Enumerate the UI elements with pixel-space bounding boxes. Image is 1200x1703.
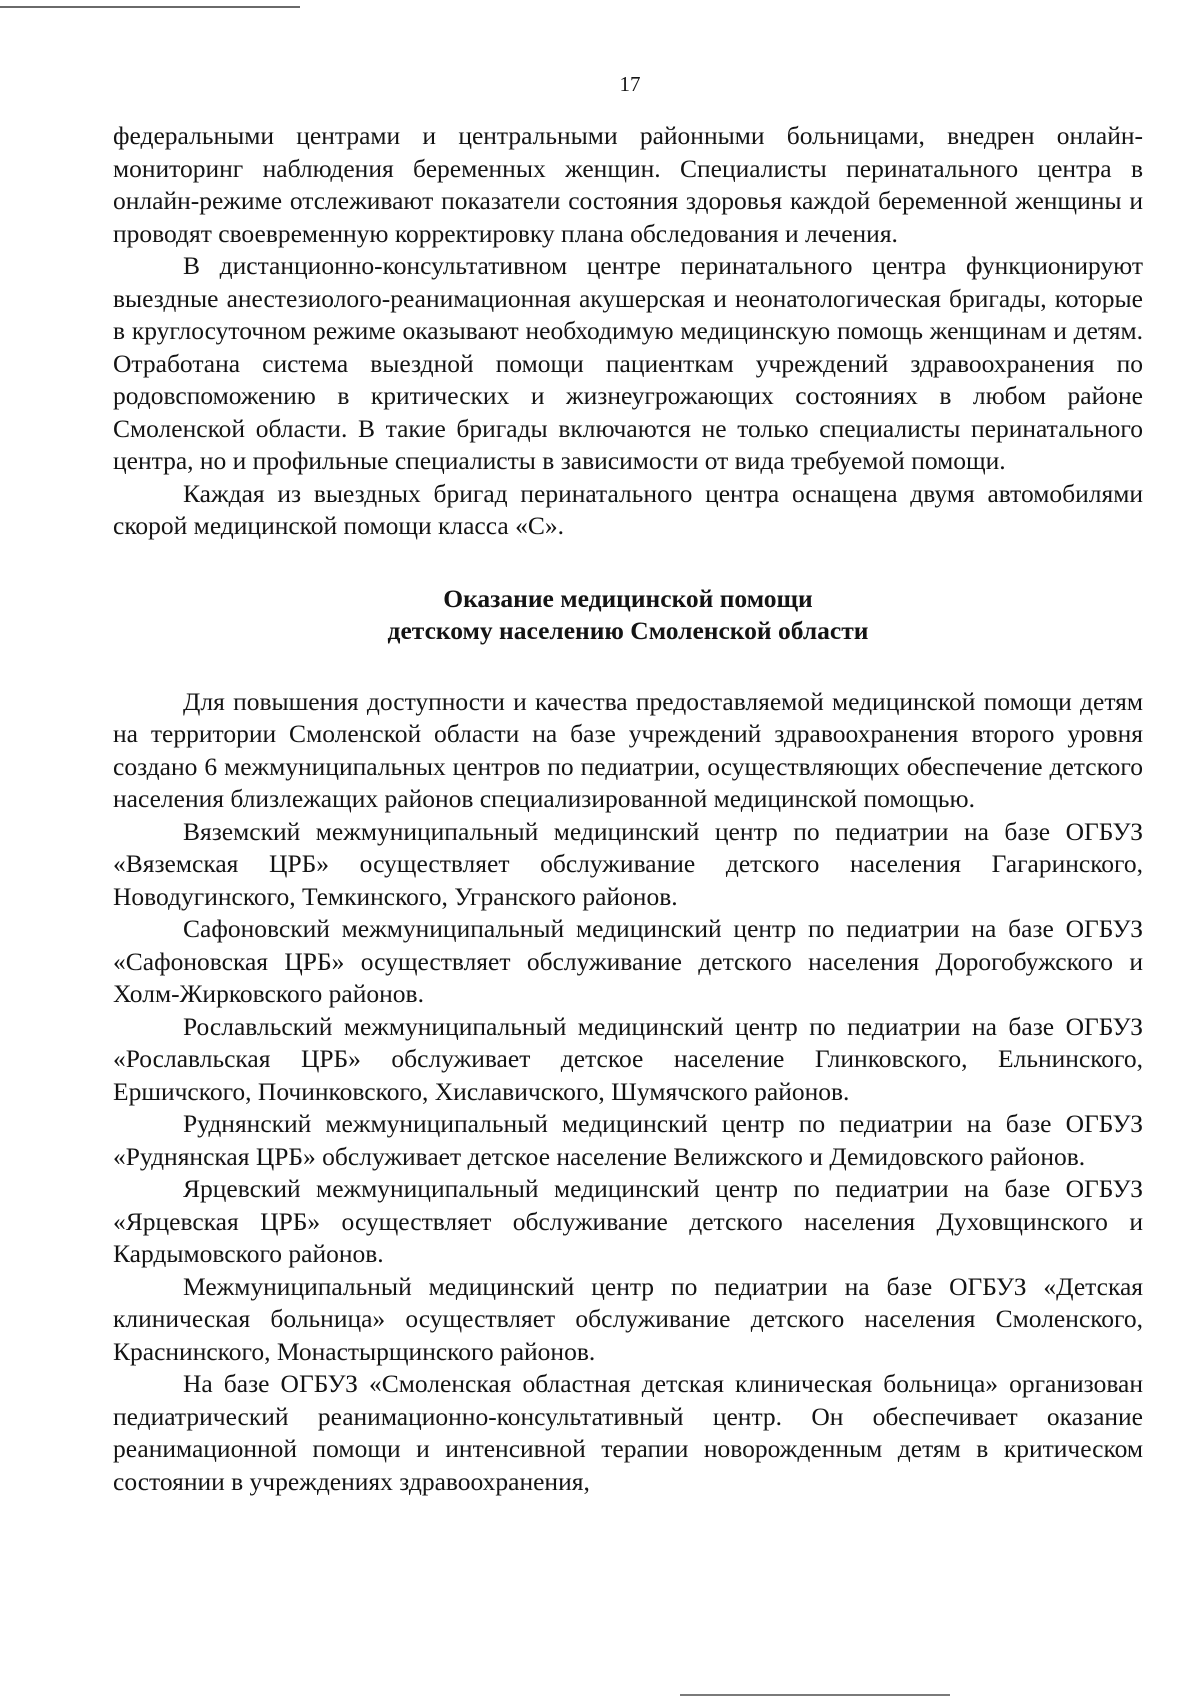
page-number: 17 bbox=[619, 72, 641, 96]
paragraph: Руднянский межмуниципальный медицинский центр по педиатрии на базе ОГБУЗ «Руднянская ЦРБ» обслуживает детское население Велижского и Демидовского районов. bbox=[113, 1109, 1143, 1171]
paragraph: В дистанционно-консультативном центре перинатального центра функционируют выездные анестезиолого-реанимационная акушерская и неонатологическая бригады, которые в круглосуточном режиме оказывают необходимую медицинскую помощь женщинам и детям. Отработана система выездной помощи пациенткам учреждений здравоохранения по родовспоможению в критических и жизнеугрожающих состояниях в любом районе Смоленской области. В такие бригады включаются не только специалисты перинатального центра, но и профильные специалисты в зависимости от вида требуемой помощи. bbox=[113, 251, 1143, 475]
paragraph: Ярцевский межмуниципальный медицинский центр по педиатрии на базе ОГБУЗ «Ярцевская ЦРБ» осуществляет обслуживание детского населения Духовщинского и Кардымовского районов. bbox=[113, 1174, 1143, 1268]
paragraph: На базе ОГБУЗ «Смоленская областная детская клиническая больница» организован педиатрический реанимационно-консультативный центр. Он обеспечивает оказание реанимационной помощи и интенсивной терапии новорожденным детям в критическом состоянии в учреждениях здравоохранения, bbox=[113, 1369, 1143, 1496]
section-heading-line-2: детскому населению Смоленской области bbox=[387, 616, 869, 645]
scan-edge-top bbox=[0, 6, 300, 8]
paragraph: Рославльский межмуниципальный медицинский центр по педиатрии на базе ОГБУЗ «Рославльская ЦРБ» обслуживает детское население Глинковского, Ельнинского, Ершичского, Починковского, Хиславичского, Шумячского районов. bbox=[113, 1011, 1143, 1106]
paragraph: Сафоновский межмуниципальный медицинский центр по педиатрии на базе ОГБУЗ «Сафоновская ЦРБ» осуществляет обслуживание детского населения Дорогобужского и Холм-Жирковского районов. bbox=[113, 914, 1143, 1008]
paragraph-continued: федеральными центрами и центральными районными больницами, внедрен онлайн-мониторинг наблюдения беременных женщин. Специалисты перинатального центра в онлайн-режиме отслеживают показатели состояния здоровья каждой беременной женщины и проводят своевременную корректировку плана обследования и лечения. bbox=[113, 121, 1143, 248]
paragraph: Для повышения доступности и качества предоставляемой медицинской помощи детям на территории Смоленской области на базе учреждений здравоохранения второго уровня создано 6 межмуниципальных центров по педиатрии, осуществляющих обеспечение детского населения близлежащих районов специализированной медицинской помощью. bbox=[113, 686, 1143, 813]
paragraph: Каждая из выездных бригад перинатального центра оснащена двумя автомобилями скорой медицинской помощи класса «С». bbox=[113, 478, 1143, 540]
document-body bbox=[113, 120, 1143, 1498]
section-heading-line-1: Оказание медицинской помощи bbox=[443, 583, 813, 613]
section-heading bbox=[113, 583, 1143, 648]
paragraph: Вяземский межмуниципальный медицинский центр по педиатрии на базе ОГБУЗ «Вяземская ЦРБ» осуществляет обслуживание детского населения Гагаринского, Новодугинского, Темкинского, Угранского районов. bbox=[113, 816, 1143, 911]
paragraph: Межмуниципальный медицинский центр по педиатрии на базе ОГБУЗ «Детская клиническая больница» осуществляет обслуживание детского населения Смоленского, Краснинского, Монастырщинского районов. bbox=[113, 1271, 1143, 1366]
scan-edge-bottom bbox=[680, 1694, 950, 1696]
